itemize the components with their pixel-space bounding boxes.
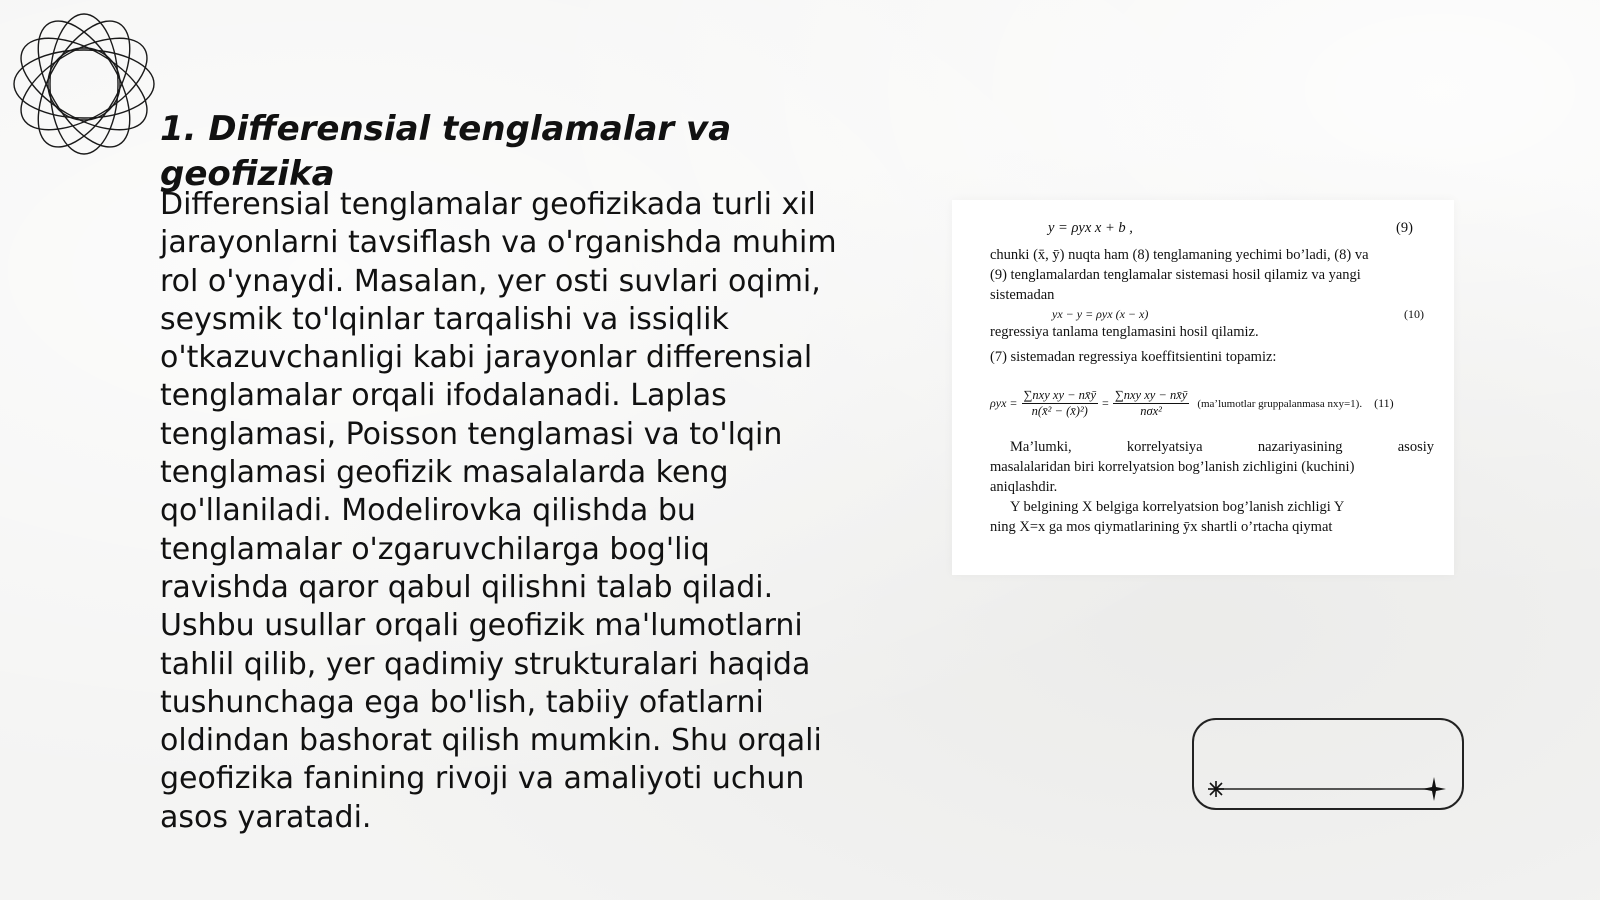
doc-line: aniqlashdir. bbox=[990, 479, 1058, 495]
decorative-rounded-frame bbox=[1192, 718, 1464, 810]
fraction-denominator: n(x̄² − (x̄)²) bbox=[1031, 404, 1088, 418]
sparkle-icon bbox=[1208, 781, 1224, 797]
equation-11-note: (ma’lumotlar gruppalanmasa nxy=1). bbox=[1197, 397, 1363, 410]
equation-11-lhs: ρyx = bbox=[990, 396, 1018, 410]
equation-11-fraction-1 bbox=[1022, 388, 1099, 419]
fraction-numerator: ∑nxy xy − nx̄ȳ bbox=[1114, 388, 1188, 402]
equation-11 bbox=[990, 388, 1434, 419]
decorative-line bbox=[1194, 720, 1462, 808]
doc-word: nazariyasining bbox=[1257, 439, 1343, 455]
equation-11-number: (11) bbox=[1374, 396, 1394, 410]
doc-line: (9) tenglamalardan tenglamalar sistemasi hosil qilamiz va yangi bbox=[990, 267, 1361, 283]
slide-title: 1. Differensial tenglamalar va geofizika bbox=[160, 109, 732, 194]
doc-justified-line bbox=[1010, 439, 1434, 456]
doc-word: korrelyatsiya bbox=[1126, 439, 1203, 455]
equation-9-number: (9) bbox=[1396, 220, 1413, 236]
doc-line: sistemadan bbox=[990, 287, 1055, 303]
document-excerpt-image bbox=[952, 200, 1454, 575]
doc-line: chunki (x̄, ȳ) nuqta ham (8) tenglamaning yechimi bo’ladi, (8) va bbox=[990, 247, 1369, 263]
doc-line: masalalaridan biri korrelyatsion bog’lanish zichligini (kuchini) bbox=[990, 459, 1355, 475]
doc-line: Y belgining X belgiga korrelyatsion bog’lanish zichligi Y bbox=[1010, 499, 1345, 515]
doc-word: Ma’lumki, bbox=[1010, 439, 1072, 455]
doc-line: regressiya tanlama tenglamasini hosil qilamiz. bbox=[990, 324, 1259, 340]
fraction-numerator: ∑nxy xy − nx̄ȳ bbox=[1023, 388, 1097, 402]
doc-line: (7) sistemadan regressiya koeffitsientini topamiz: bbox=[990, 349, 1277, 365]
fraction-denominator: nσx² bbox=[1140, 404, 1162, 418]
equals-sign: = bbox=[1102, 396, 1109, 410]
equation-10: yx − y = ρyx (x − x) bbox=[1052, 307, 1149, 321]
equation-11-fraction-2 bbox=[1113, 388, 1190, 419]
slide-body-text: Differensial tenglamalar geofizikada turli xil jarayonlarni tavsiflash va o'rganishda muhim rol o'ynaydi. Masalan, yer osti suvlari oqimi, seysmik to'lqinlar tarqalishi va issiqlik o'tkazuvchanligi kabi jarayonlar differensial tenglamalar orqali ifodalanadi. Laplas tenglamasi, Poisson tenglamasi va to'lqin tenglamasi geofizik masalalarda keng qo'llaniladi. Modelirovka qilishda bu tenglamalar o'zgaruvchilarga bog'liq ravishda qaror qabul qilishni talab qiladi. Ushbu usullar orqali geofizik ma'lumotlarni tahlil qilib, yer qadimiy strukturalari haqida tushunchaga ega bo'lish, tabiiy ofatlarni oldindan bashorat qilish mumkin. Shu orqali geofizika fanining rivoji va amaliyoti uchun asos yaratadi. bbox=[160, 187, 837, 835]
equation-9: y = ρyx x + b , bbox=[1048, 220, 1133, 236]
doc-line: ning X=x ga mos qiymatlarining ȳx shartli o’rtacha qiymat bbox=[990, 519, 1333, 535]
rings-logo-icon bbox=[10, 10, 158, 158]
equation-10-number: (10) bbox=[1404, 307, 1424, 321]
doc-word: asosiy bbox=[1397, 439, 1434, 455]
four-point-star-icon bbox=[1422, 777, 1446, 801]
